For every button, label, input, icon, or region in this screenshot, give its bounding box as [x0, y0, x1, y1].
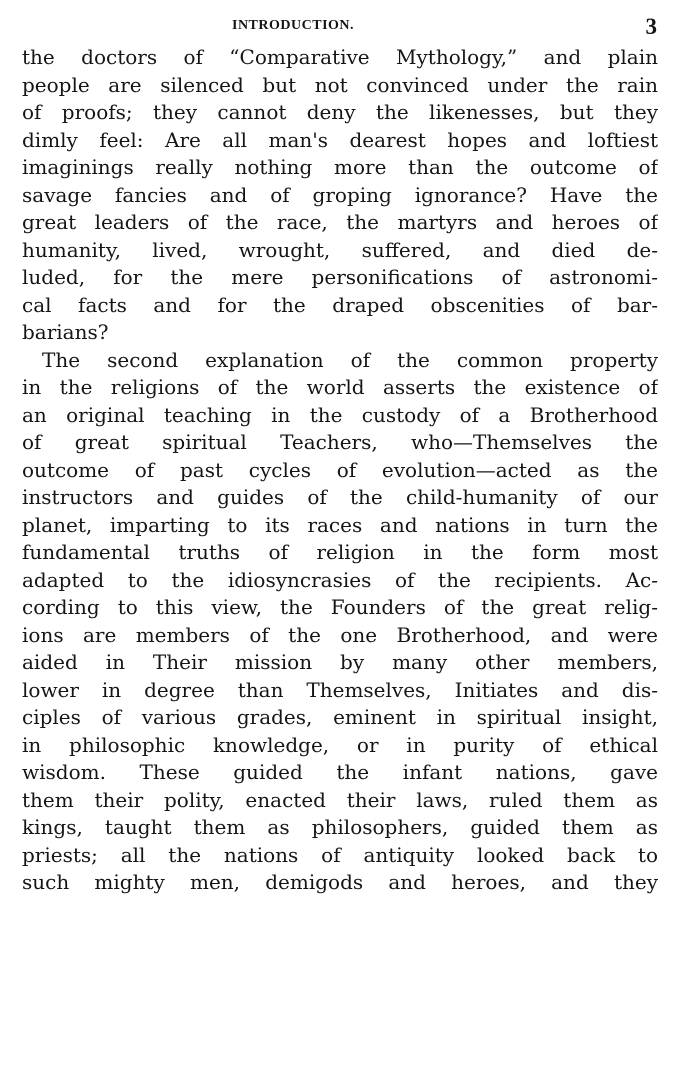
- text-line: barians?: [22, 320, 109, 344]
- text-line: of proofs; they cannot deny the likenesses, but they: [22, 100, 658, 124]
- text-line: planet, imparting to its races and nations in turn the: [22, 512, 658, 537]
- header-title: INTRODUCTION.: [232, 18, 355, 33]
- text-line: adapted to the idiosyncrasies of the recipients. Ac-: [22, 567, 658, 592]
- text-line: humanity, lived, wrought, suffered, and died de-: [22, 237, 658, 262]
- text-line: outcome of past cycles of evolution—acted as the: [22, 457, 658, 482]
- text-line: imaginings really nothing more than the outcome of: [22, 155, 658, 179]
- text-line: kings, taught them as philosophers, guided them as: [22, 815, 658, 839]
- text-line: such mighty men, demigods and heroes, and they: [22, 870, 658, 894]
- text-line: lower in degree than Themselves, Initiates and dis-: [22, 677, 658, 702]
- text-line: luded, for the mere personifications of astronomi-: [22, 265, 658, 289]
- text-line: in the religions of the world asserts the existence of: [22, 375, 658, 399]
- text-line: fundamental truths of religion in the form most: [22, 540, 658, 564]
- text-line: The second explanation of the common property: [42, 347, 658, 372]
- text-line: the doctors of “Comparative Mythology,” and plain: [22, 45, 658, 69]
- text-line: savage fancies and of groping ignorance? Have the: [22, 182, 658, 207]
- text-line: great leaders of the race, the martyrs and heroes of: [22, 210, 658, 234]
- body-text: [22, 44, 658, 897]
- text-line: wisdom. These guided the infant nations, gave: [22, 760, 658, 784]
- text-line: dimly feel: Are all man's dearest hopes and loftiest: [22, 127, 658, 152]
- text-line: instructors and guides of the child-humanity of our: [22, 485, 658, 509]
- running-head: [0, 16, 676, 40]
- text-line: in philosophic knowledge, or in purity of ethical: [22, 732, 658, 757]
- text-line: ciples of various grades, eminent in spiritual insight,: [22, 705, 658, 729]
- text-line: ions are members of the one Brotherhood, and were: [22, 622, 658, 647]
- text-line: cording to this view, the Founders of the great relig-: [22, 595, 658, 619]
- text-line: people are silenced but not convinced under the rain: [22, 72, 658, 97]
- page-number: 3: [645, 14, 657, 39]
- text-line: of great spiritual Teachers, who—Themselves the: [22, 430, 658, 454]
- text-line: them their polity, enacted their laws, ruled them as: [22, 787, 658, 812]
- text-line: aided in Their mission by many other members,: [22, 650, 658, 674]
- text-line: priests; all the nations of antiquity looked back to: [22, 842, 658, 867]
- text-line: an original teaching in the custody of a Brotherhood: [22, 402, 658, 427]
- text-line: cal facts and for the draped obscenities of bar-: [22, 292, 658, 317]
